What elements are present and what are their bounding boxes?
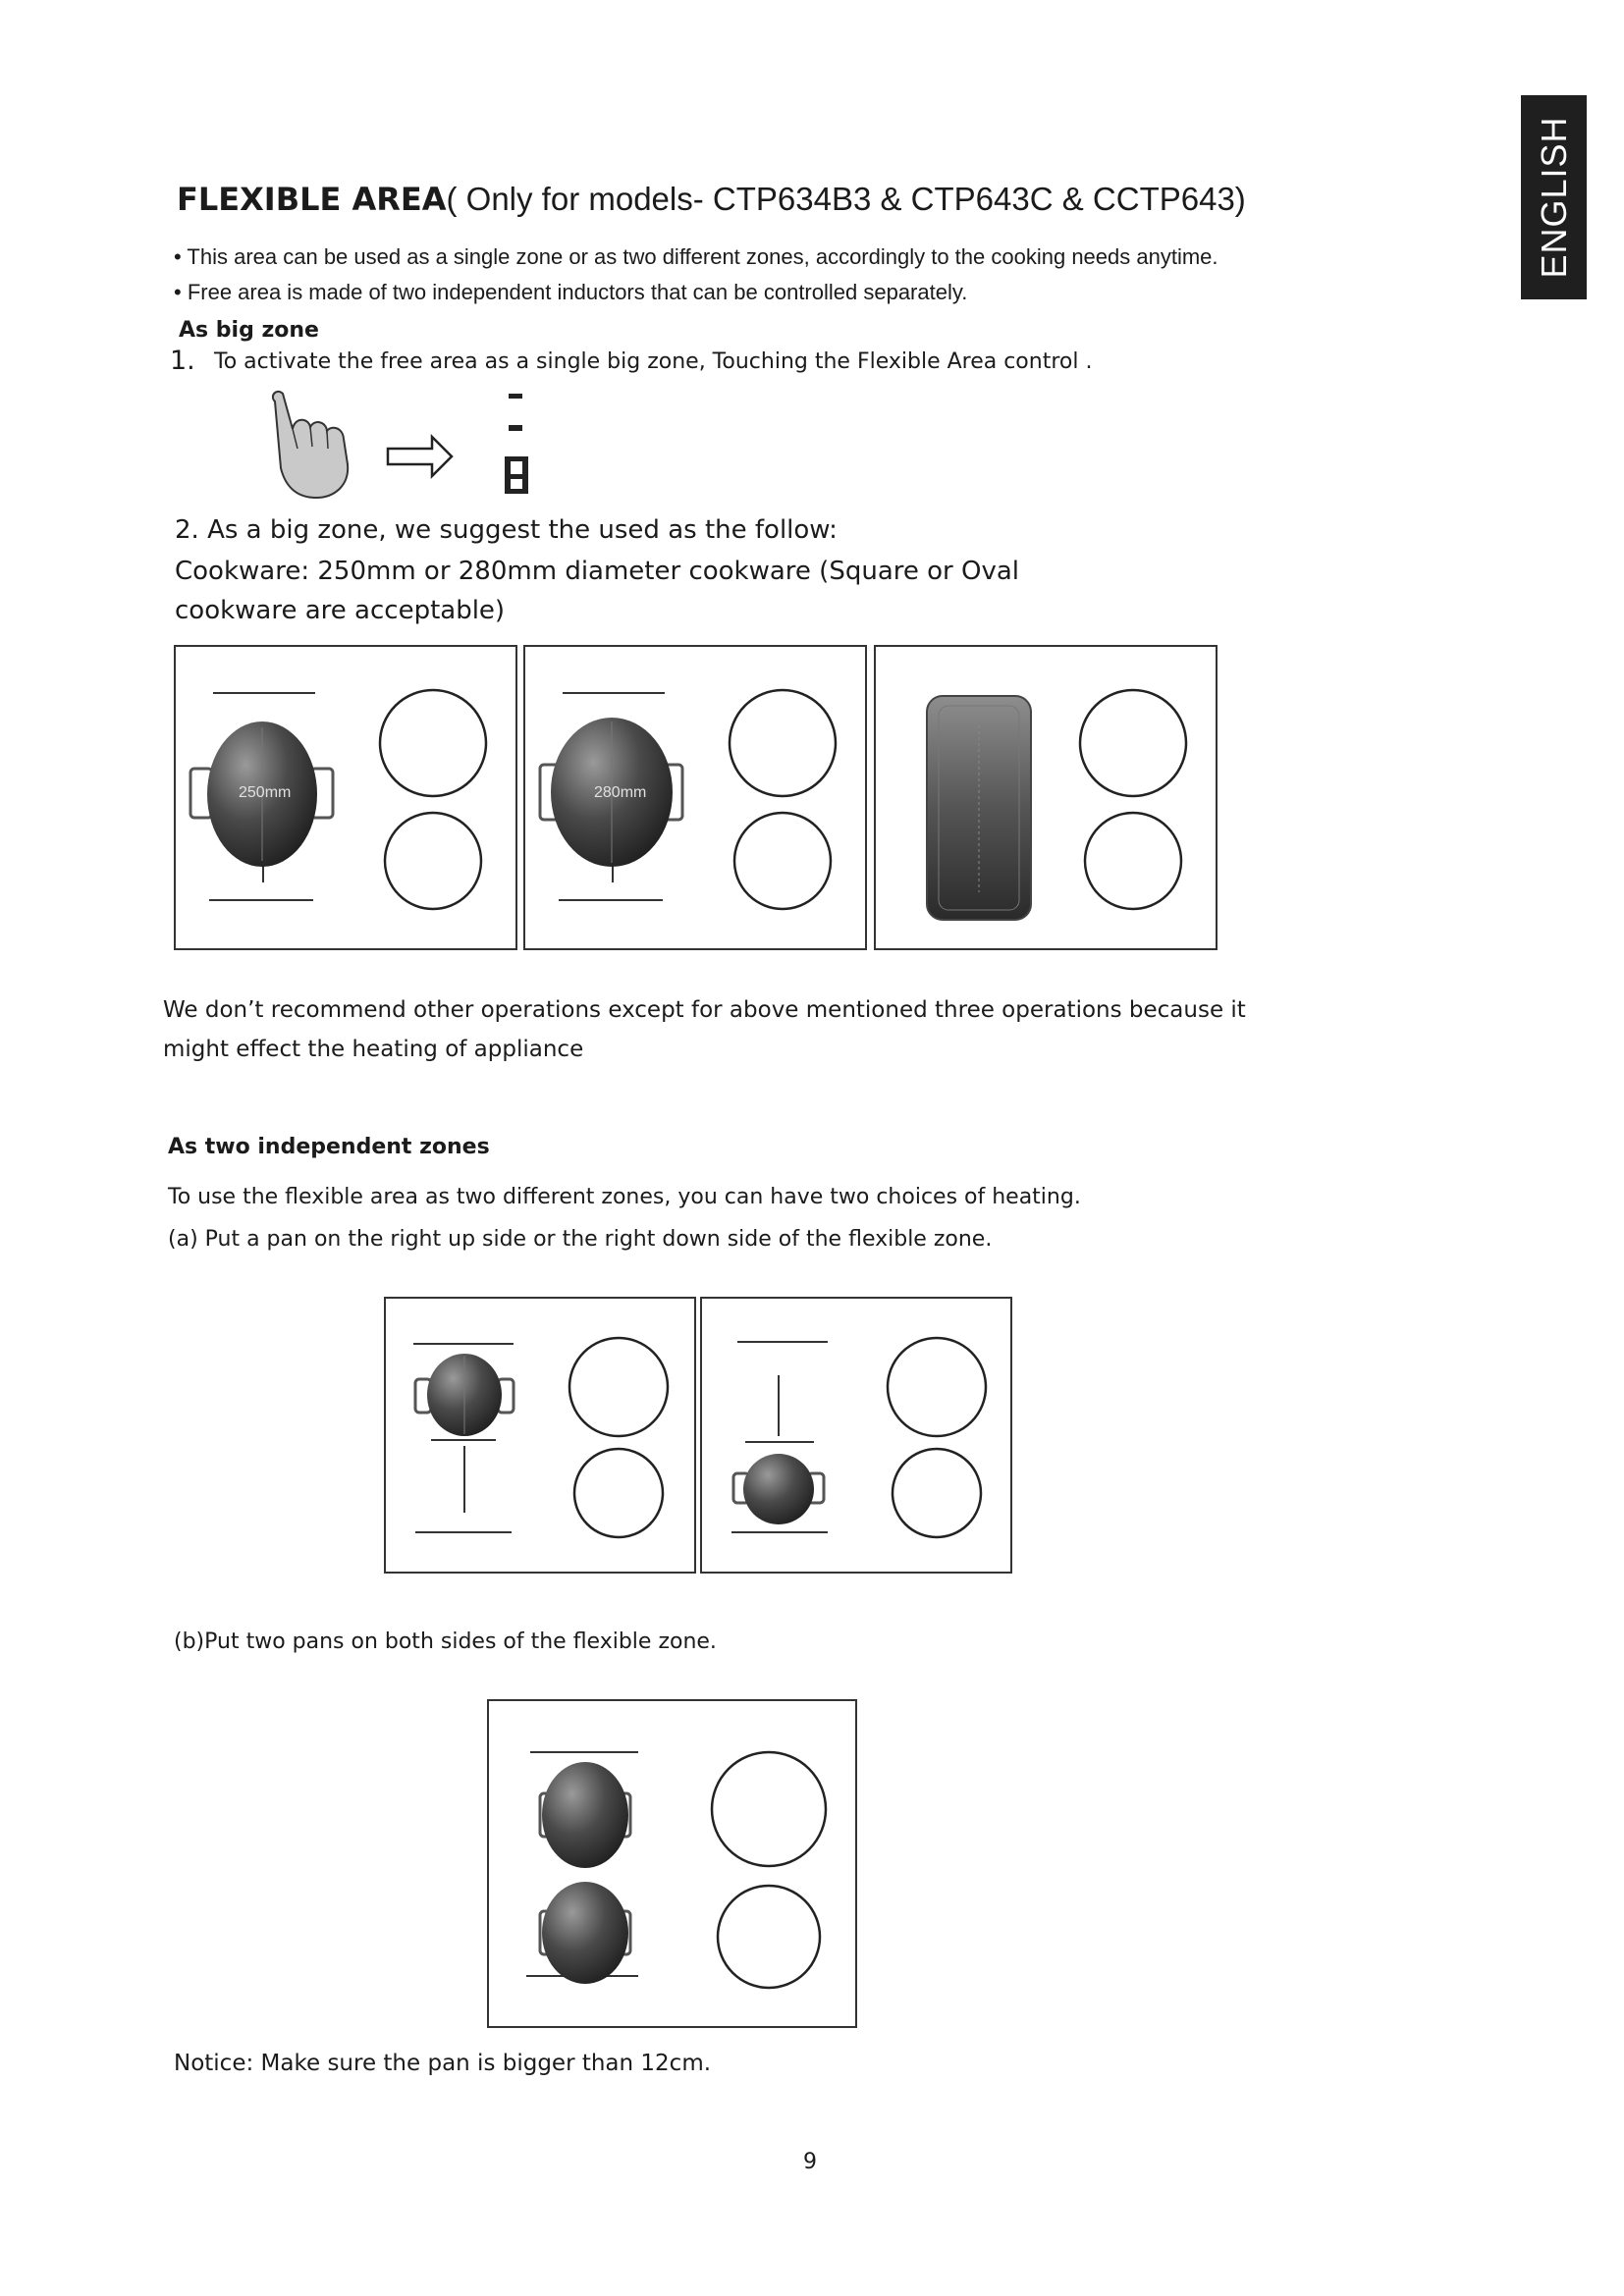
bullet-1: • This area can be used as a single zone or as two different zones, accordingly to the cooking needs anytime.: [174, 244, 1218, 269]
heading-big-zone: As big zone: [179, 318, 319, 343]
step2-line2: Cookware: 250mm or 280mm diameter cookware (Square or Oval: [175, 557, 1019, 586]
pan-lower: [542, 1882, 628, 1984]
pan-size-label-250: 250mm: [239, 784, 292, 801]
choice-a-text: (a) Put a pan on the right up side or the right down side of the flexible zone.: [168, 1227, 993, 1252]
bullet-2: • Free area is made of two independent inductors that can be controlled separately.: [174, 280, 968, 304]
step2-line1: 2. As a big zone, we suggest the used as the follow:: [175, 515, 838, 545]
choice-b-text: (b)Put two pans on both sides of the flexible zone.: [174, 1629, 717, 1654]
language-label: ENGLISH: [1533, 116, 1574, 279]
hob-diagram-pan-upper: [384, 1297, 696, 1574]
step1-number: 1.: [170, 346, 195, 376]
hob-diagram-250mm: [174, 645, 517, 950]
notice-text: Notice: Make sure the pan is bigger than 12cm.: [174, 2051, 712, 2076]
hob-diagram-two-pans: [487, 1699, 857, 2028]
hob-diagram-280mm: [523, 645, 867, 950]
arrow-right-icon: [388, 437, 452, 476]
touch-illustration: [265, 388, 550, 506]
page-number: 9: [803, 2150, 817, 2174]
page-title: [177, 181, 1246, 218]
pan-lower-side: [743, 1454, 814, 1524]
heading-two-zones: As two independent zones: [168, 1135, 490, 1159]
flex-display-icon: [505, 394, 528, 494]
two-zones-intro: To use the flexible area as two different zones, you can have two choices of heating.: [168, 1185, 1081, 1209]
hand-touch-icon: [273, 392, 348, 498]
pan-upper: [542, 1762, 628, 1868]
pan-size-label-280: 280mm: [594, 784, 647, 801]
hob-diagram-griddle: [874, 645, 1218, 950]
warning-line1: We don’t recommend other operations except for above mentioned three operations because it: [163, 997, 1246, 1023]
hob-diagram-pan-lower: [700, 1297, 1012, 1574]
title-bold: FLEXIBLE AREA: [177, 181, 447, 218]
warning-line2: might effect the heating of appliance: [163, 1037, 584, 1062]
step2-line3: cookware are acceptable): [175, 596, 506, 625]
step1-text: To activate the free area as a single big zone, Touching the Flexible Area control .: [214, 349, 1093, 374]
language-tab: [1521, 95, 1587, 299]
title-rest: ( Only for models- CTP634B3 & CTP643C & CCTP643): [446, 181, 1246, 217]
